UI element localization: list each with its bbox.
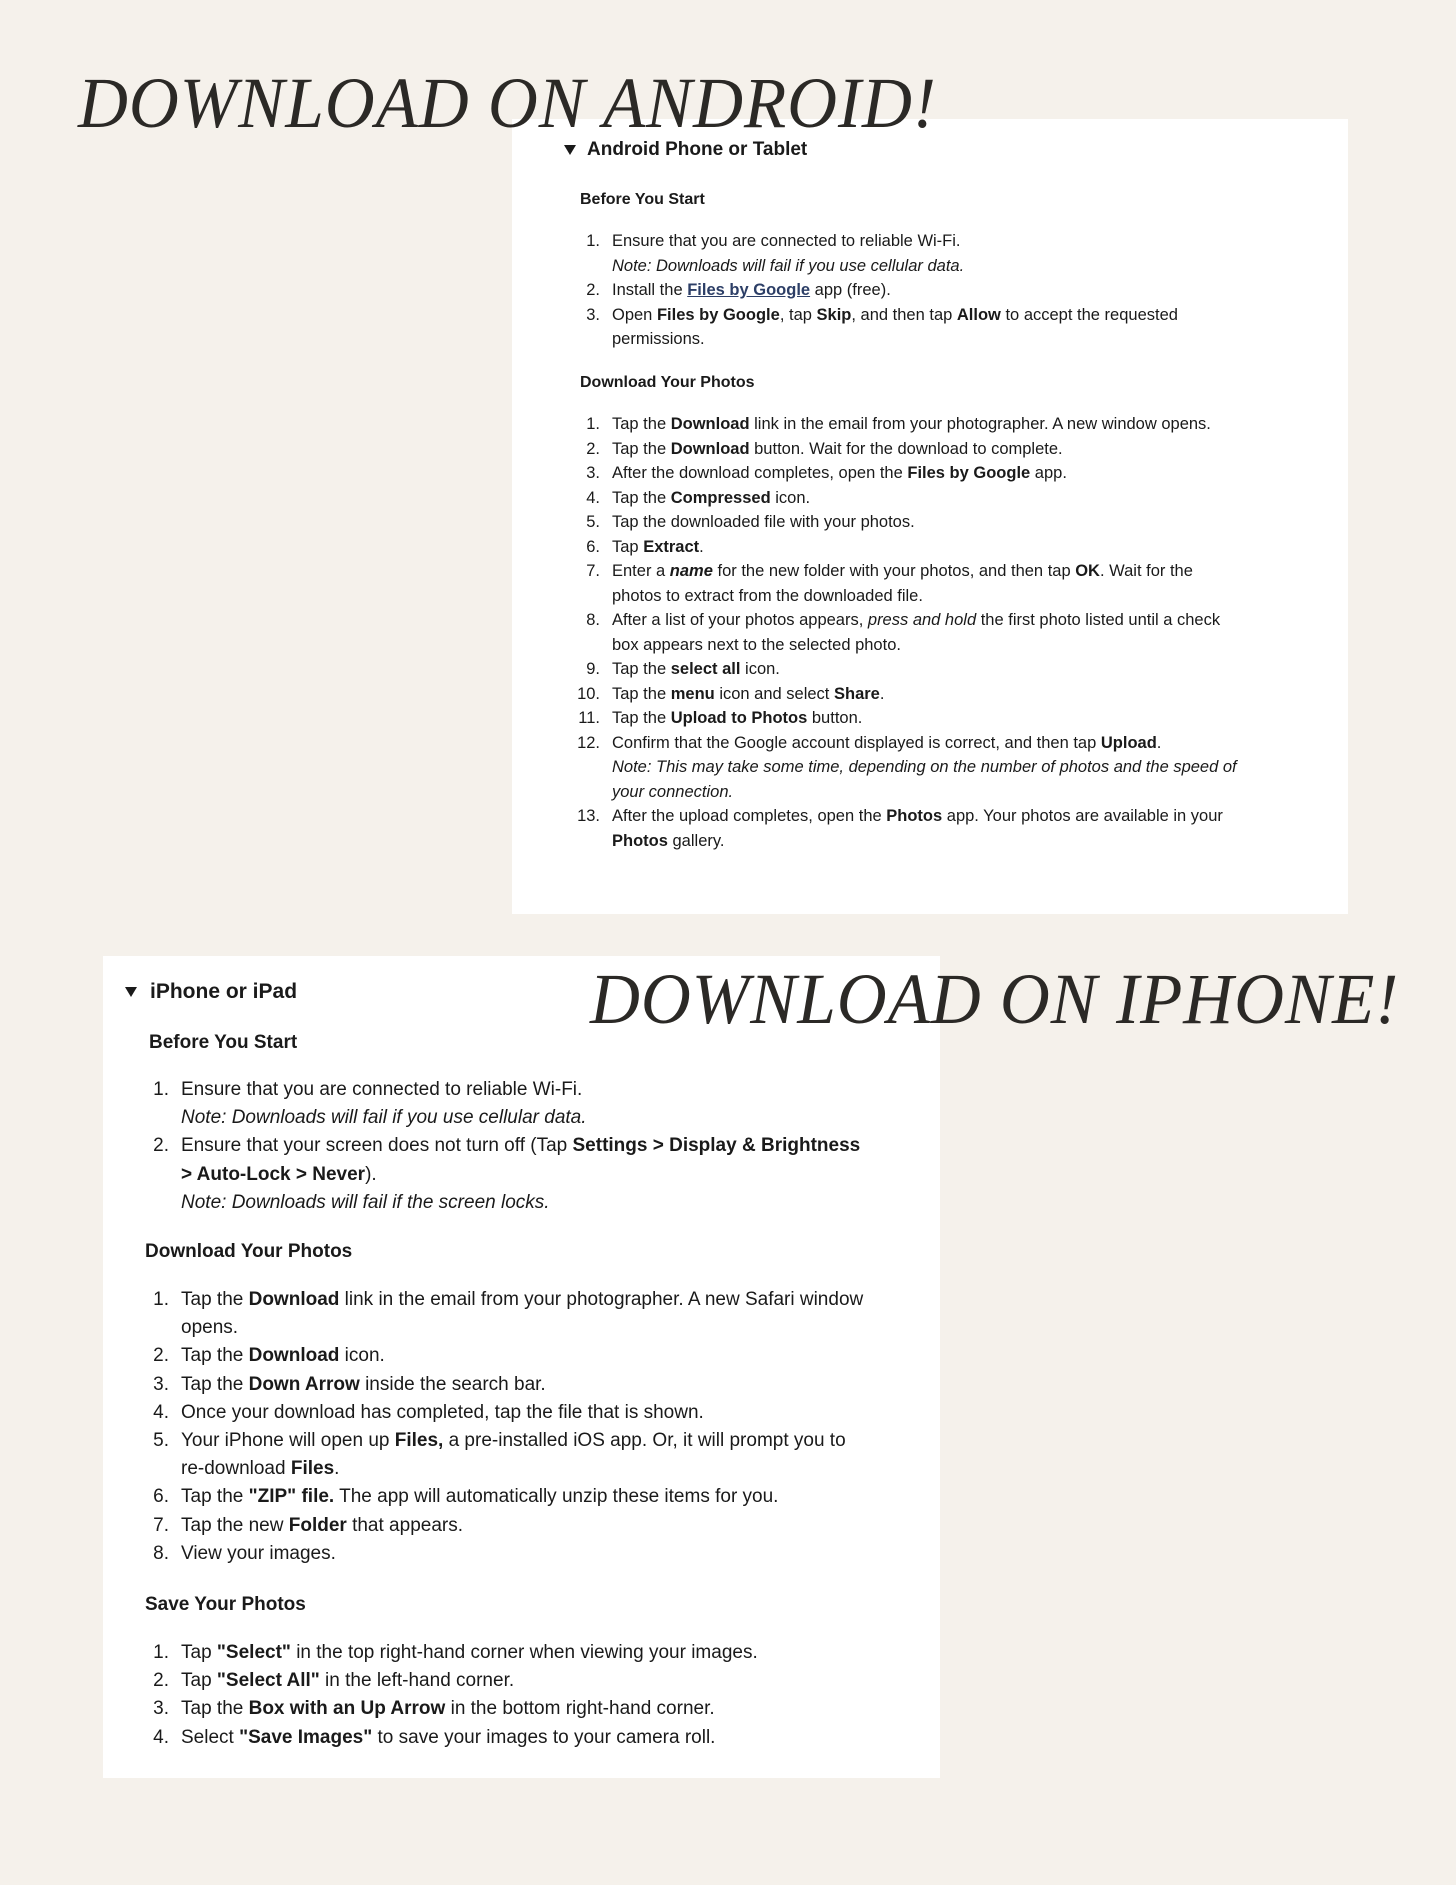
step-text: Tap the	[612, 439, 671, 458]
list-item	[153, 1724, 871, 1752]
list-item	[586, 229, 1242, 278]
list-item-number: 7.	[586, 562, 600, 580]
list-item-number: 6.	[153, 1486, 169, 1508]
step-text: Install the	[612, 281, 688, 299]
emphasis-text: "Select All"	[216, 1670, 320, 1692]
step-text: button.	[807, 709, 863, 727]
step-text: .	[1156, 733, 1162, 752]
step-text: icon.	[740, 660, 780, 678]
iphone-headline: DOWNLOAD ON IPHONE!	[590, 959, 1400, 1039]
disclosure-triangle-icon	[564, 145, 576, 155]
step-text: Tap the	[612, 709, 671, 727]
step-text: Once your download has completed, tap the file that is shown.	[181, 1401, 704, 1423]
list-item	[586, 510, 1242, 535]
step-text: Your iPhone will open up	[181, 1430, 395, 1452]
list-item	[153, 1483, 871, 1511]
step-text: Tap the	[181, 1373, 249, 1395]
list-item-number: 1.	[153, 1642, 169, 1663]
emphasis-text: Files by Google	[656, 305, 780, 324]
step-text: .	[879, 684, 885, 703]
iphone-before-list	[153, 1076, 871, 1217]
emphasis-text: menu	[670, 684, 715, 703]
emphasis-text: select all	[670, 660, 741, 678]
list-item-number: 4.	[153, 1726, 169, 1748]
emphasis-text: name	[669, 562, 713, 580]
emphasis-text: Files by Google	[907, 464, 1031, 482]
step-text: the first photo listed until a check box appears next to the selected photo.	[612, 611, 1221, 654]
step-text: Confirm that the Google account displayed is correct, and then tap	[612, 733, 1101, 752]
list-item-number: 10.	[577, 684, 600, 703]
step-text: to accept the requested permissions.	[612, 305, 1178, 348]
step-text: gallery.	[667, 831, 725, 850]
iphone-download-list	[153, 1286, 871, 1568]
list-item	[153, 1286, 871, 1342]
step-text: app (free).	[810, 281, 891, 299]
list-item	[586, 461, 1242, 486]
list-item-number: 11.	[578, 709, 600, 727]
android-headline: DOWNLOAD ON ANDROID!	[78, 63, 937, 143]
list-item-number: 1.	[586, 415, 600, 433]
step-text: Tap	[181, 1642, 217, 1663]
list-item-number: 9.	[586, 660, 600, 678]
emphasis-text: Compressed	[670, 488, 771, 507]
list-item-number: 5.	[586, 513, 600, 531]
list-item	[586, 559, 1242, 608]
emphasis-text: "ZIP" file.	[248, 1486, 335, 1508]
step-text: Tap the	[181, 1289, 249, 1310]
step-text: inside the search bar.	[359, 1373, 546, 1395]
list-item	[153, 1076, 871, 1132]
list-item	[577, 731, 1242, 805]
list-item-number: 3.	[586, 464, 600, 482]
list-item	[153, 1342, 871, 1370]
step-text: .	[334, 1458, 340, 1480]
list-item-number: 1.	[586, 232, 600, 250]
emphasis-text: Allow	[956, 305, 1001, 324]
step-text: Tap	[181, 1670, 217, 1692]
step-text: in the left-hand corner.	[319, 1670, 515, 1692]
list-item	[586, 412, 1242, 437]
list-item-number: 12.	[577, 733, 600, 752]
iphone-instructions-panel	[103, 956, 940, 1778]
emphasis-text: press and hold	[867, 611, 977, 629]
step-text: app. Your photos are available in your	[942, 807, 1223, 825]
android-download-list	[577, 412, 1242, 853]
step-text: to save your images to your camera roll.	[372, 1726, 716, 1748]
list-item	[577, 682, 1242, 707]
step-text: Tap the downloaded file with your photos.	[612, 513, 915, 531]
step-note: Note: Downloads will fail if the screen locks.	[181, 1191, 550, 1213]
iphone-save-list	[153, 1639, 871, 1752]
step-text: icon.	[770, 488, 811, 507]
emphasis-text: Photos	[612, 831, 668, 850]
iphone-before-title: Before You Start	[149, 1032, 298, 1053]
list-item	[586, 486, 1242, 511]
step-text: Tap the	[612, 660, 671, 678]
emphasis-text: Down Arrow	[248, 1373, 360, 1395]
step-text: The app will automatically unzip these items for you.	[334, 1486, 779, 1508]
list-item-number: 1.	[153, 1289, 169, 1310]
list-item-number: 2.	[153, 1345, 169, 1367]
step-text: icon.	[339, 1345, 385, 1367]
emphasis-text: Photos	[886, 807, 943, 825]
emphasis-text: Upload to Photos	[670, 709, 808, 727]
emphasis-text: Download	[670, 415, 750, 433]
files-by-google-link[interactable]: Files by Google	[687, 281, 811, 299]
list-item-number: 3.	[153, 1373, 169, 1395]
list-item-number: 2.	[153, 1670, 169, 1692]
iphone-summary-label: iPhone or iPad	[150, 980, 298, 1003]
list-item	[153, 1132, 871, 1217]
disclosure-triangle-icon	[125, 987, 137, 997]
emphasis-text: OK	[1075, 562, 1100, 580]
list-item-number: 3.	[586, 305, 600, 324]
step-text: Ensure that your screen does not turn off (Tap	[181, 1135, 573, 1157]
list-item-number: 1.	[153, 1079, 169, 1100]
emphasis-text: Extract	[643, 537, 700, 556]
step-text: , tap	[779, 305, 817, 324]
step-text: that appears.	[346, 1514, 464, 1536]
step-text: View your images.	[181, 1542, 336, 1564]
list-item-number: 2.	[586, 439, 600, 458]
step-text: icon and select	[714, 684, 834, 703]
list-item-number: 8.	[153, 1542, 169, 1564]
step-text: Tap the	[181, 1698, 249, 1720]
step-text: After the download completes, open the	[612, 464, 908, 482]
emphasis-text: Download	[248, 1345, 340, 1367]
step-note: Note: Downloads will fail if you use cellular data.	[612, 256, 965, 275]
step-note: Note: Downloads will fail if you use cellular data.	[181, 1107, 587, 1129]
step-text: . Wait for the photos to extract from the downloaded file.	[612, 562, 1193, 605]
list-item-number: 4.	[586, 488, 600, 507]
list-item-number: 4.	[153, 1401, 169, 1423]
emphasis-text: Files,	[394, 1430, 444, 1452]
step-text: Tap	[612, 537, 644, 556]
step-text: Tap the new	[181, 1514, 289, 1536]
android-download-title: Download Your Photos	[580, 374, 755, 391]
list-item	[586, 608, 1242, 657]
list-item	[153, 1512, 871, 1540]
list-item	[153, 1695, 871, 1723]
android-instructions-panel	[512, 119, 1348, 914]
list-item-number: 5.	[153, 1430, 169, 1452]
list-item	[153, 1427, 871, 1483]
list-item	[586, 657, 1242, 682]
android-before-list	[586, 229, 1242, 352]
list-item	[153, 1371, 871, 1399]
emphasis-text: Files	[290, 1458, 335, 1480]
android-before-title: Before You Start	[580, 191, 705, 208]
list-item	[578, 706, 1242, 731]
step-text: link in the email from your photographer. A new Safari window opens.	[181, 1289, 864, 1339]
step-text: link in the email from your photographer. A new window opens.	[749, 415, 1211, 433]
step-text: Select	[181, 1726, 240, 1748]
step-text: for the new folder with your photos, and then tap	[712, 562, 1076, 580]
step-text: After the upload completes, open the	[612, 807, 887, 825]
emphasis-text: Download	[670, 439, 750, 458]
step-text: ).	[365, 1163, 377, 1185]
emphasis-text: Download	[248, 1289, 340, 1310]
step-text: Tap the	[612, 415, 671, 433]
step-text: Open	[612, 305, 657, 324]
emphasis-text: Upload	[1100, 733, 1157, 752]
emphasis-text: "Select"	[216, 1642, 291, 1663]
step-text: Enter a	[612, 562, 670, 580]
step-text: button. Wait for the download to complete.	[749, 439, 1063, 458]
step-text: in the bottom right-hand corner.	[445, 1698, 715, 1720]
step-text: Tap the	[612, 488, 671, 507]
step-text: Ensure that you are connected to reliable Wi-Fi.	[612, 232, 961, 250]
android-summary-label: Android Phone or Tablet	[587, 139, 808, 160]
step-text: Tap the	[181, 1345, 249, 1367]
emphasis-text: Settings > Display & Brightness > Auto-Lock > Never	[181, 1135, 861, 1185]
emphasis-text: Folder	[288, 1514, 347, 1536]
step-text: in the top right-hand corner when viewing your images.	[290, 1642, 758, 1663]
step-text: app.	[1030, 464, 1067, 482]
list-item-number: 13.	[577, 807, 600, 825]
step-text: , and then tap	[851, 305, 957, 324]
list-item	[153, 1639, 871, 1667]
list-item-number: 7.	[153, 1514, 169, 1536]
list-item	[153, 1399, 871, 1427]
step-note: Note: This may take some time, depending on the number of photos and the speed of your connection.	[612, 758, 1237, 801]
emphasis-text: "Save Images"	[239, 1726, 373, 1748]
list-item	[586, 303, 1242, 352]
list-item	[586, 535, 1242, 560]
step-text: Ensure that you are connected to reliable Wi-Fi.	[181, 1079, 583, 1100]
list-item	[586, 278, 1242, 303]
list-item-number: 3.	[153, 1698, 169, 1720]
emphasis-text: Box with an Up Arrow	[248, 1698, 446, 1720]
iphone-summary-toggle[interactable]	[125, 980, 297, 1004]
step-text: a pre-installed iOS app. Or, it will prompt you to re-download	[181, 1430, 846, 1480]
list-item	[153, 1540, 871, 1568]
step-text: Tap the	[612, 684, 671, 703]
list-item	[586, 437, 1242, 462]
step-text: Tap the	[181, 1486, 249, 1508]
step-text: After a list of your photos appears,	[612, 611, 868, 629]
list-item-number: 2.	[153, 1135, 169, 1157]
emphasis-text: Skip	[816, 305, 852, 324]
emphasis-text: Share	[833, 684, 880, 703]
list-item-number: 2.	[586, 281, 600, 299]
list-item	[577, 804, 1242, 853]
list-item-number: 6.	[586, 537, 600, 556]
iphone-save-title: Save Your Photos	[145, 1594, 306, 1615]
list-item	[153, 1667, 871, 1695]
iphone-download-title: Download Your Photos	[145, 1241, 353, 1262]
step-text: .	[699, 537, 704, 556]
list-item-number: 8.	[586, 611, 600, 629]
